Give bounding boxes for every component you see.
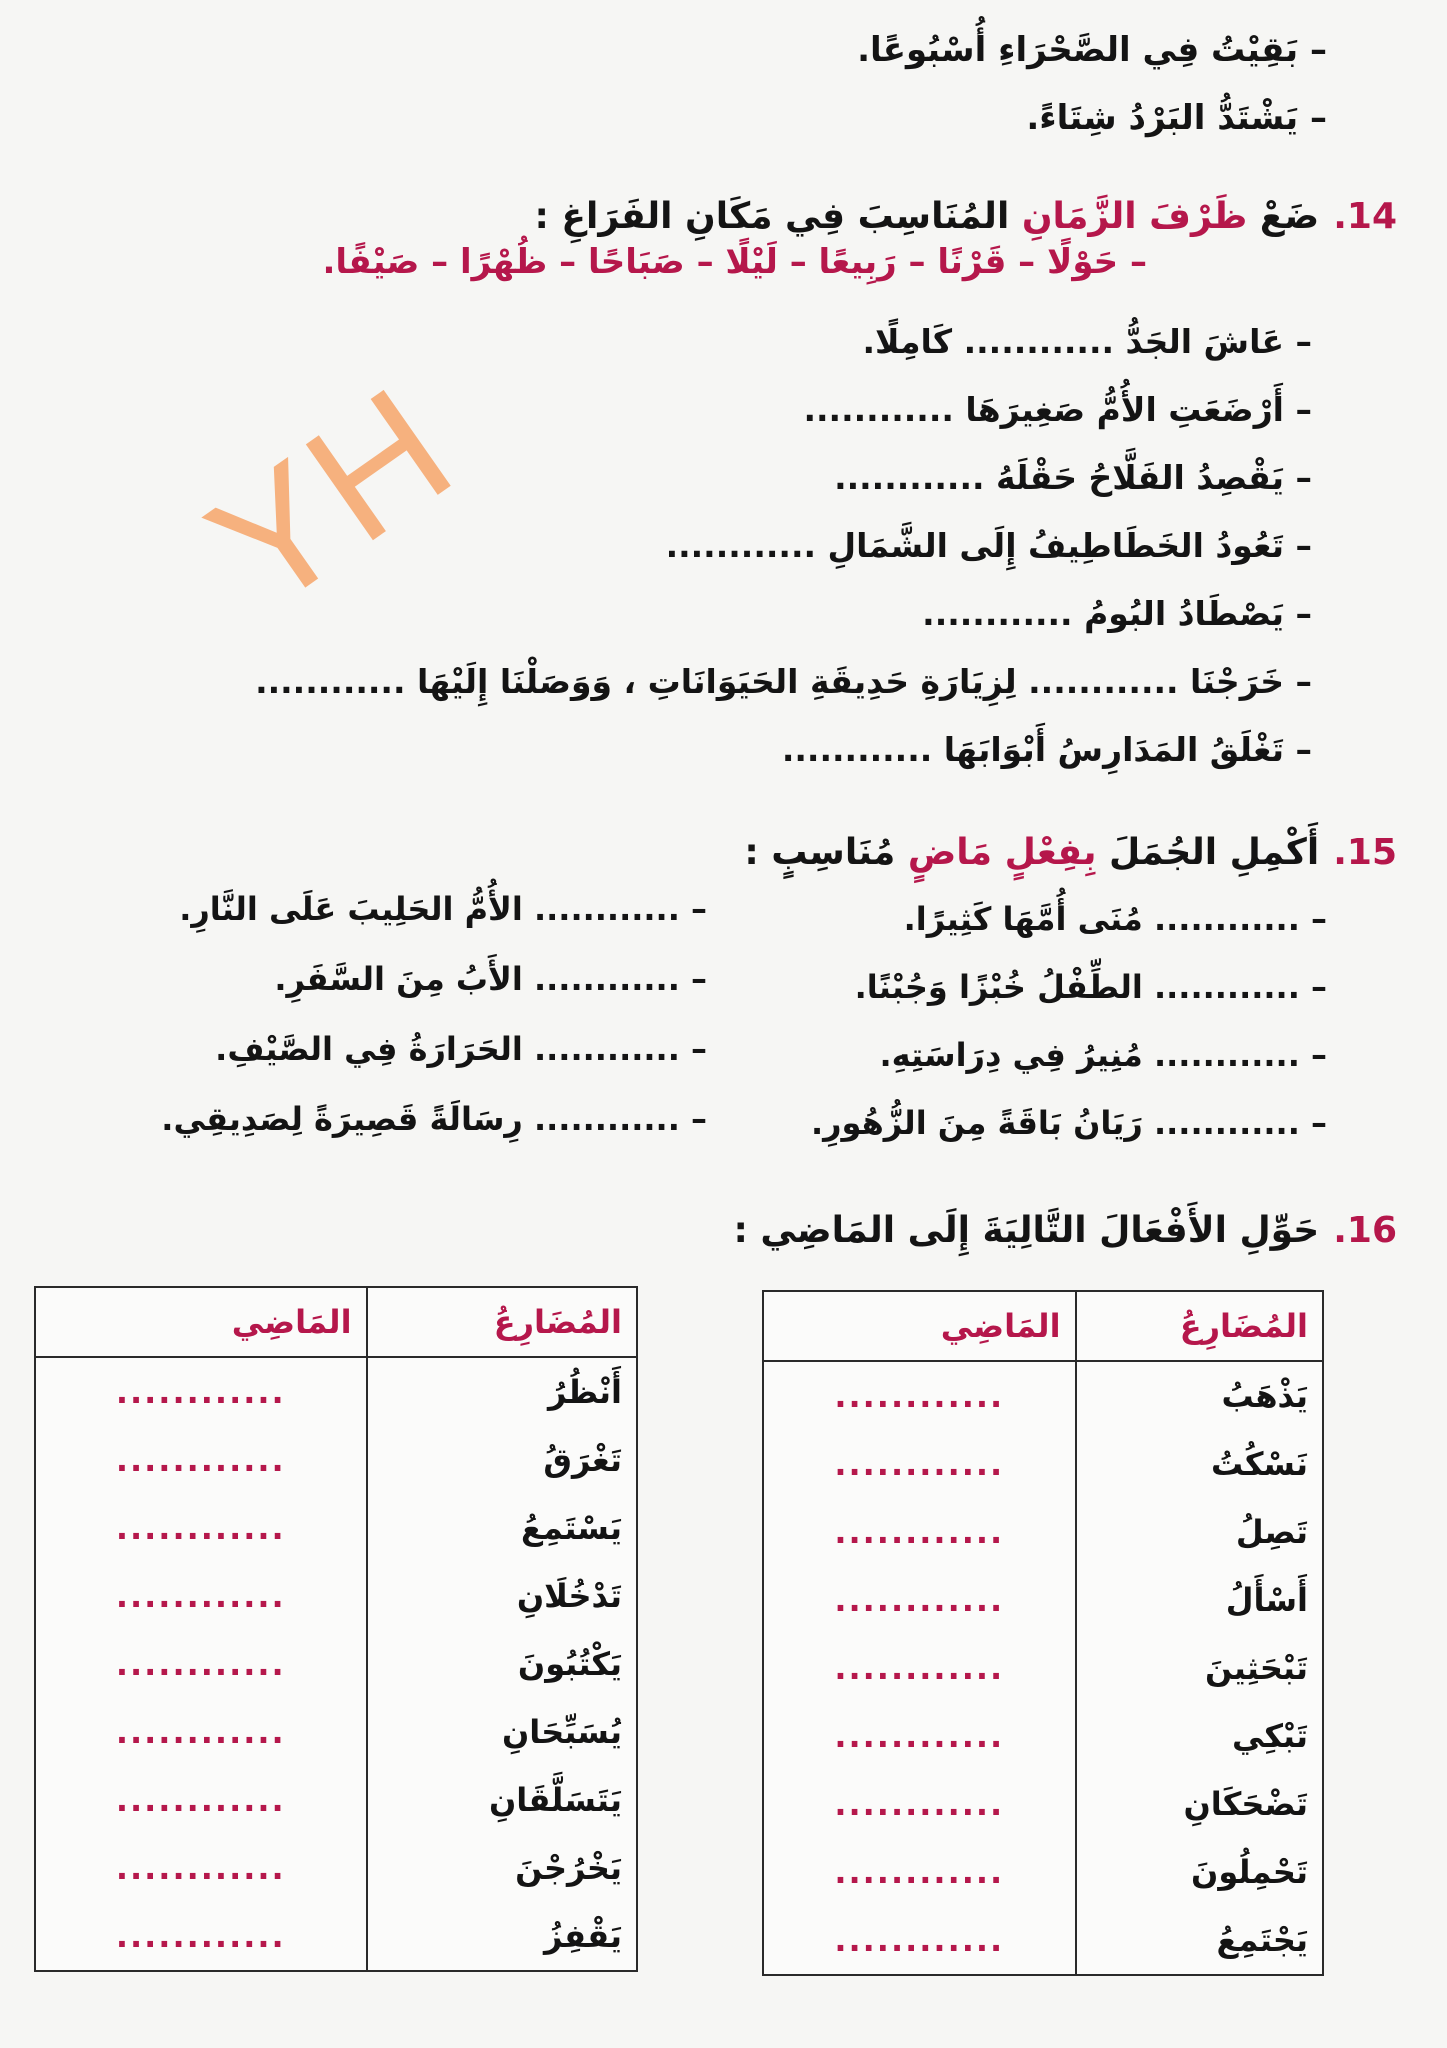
fill-line-3: – يَقْصِدُ الفَلَّاحُ حَقْلَهُ ............ [834,458,1312,497]
table-row: يَكْتُبُونَ ............ [35,1630,637,1698]
question-text-b: مُنَاسِبٍ : [744,832,908,873]
table-row: نَسْكُتُ ............ [763,1430,1323,1498]
table-row: تَبْكِي ............ [763,1702,1323,1770]
question-number: 16. [1333,1210,1397,1251]
question-number: 14. [1333,196,1397,237]
table-row: يَقْفِزُ ............ [35,1902,637,1971]
question-text-a: ضَعْ [1247,196,1320,237]
table-row: تَدْخُلَانِ ............ [35,1562,637,1630]
fill-line-2: – أَرْضَعَتِ الأُمُّ صَغِيرَهَا ............ [803,390,1312,429]
word-bank: – حَوْلًا – قَرْنًا – رَبِيعًا – لَيْلًا – صَبَاحًا – ظُهْرًا – صَيْفًا. [322,242,1147,282]
header-present: المُضَارِعُ [367,1287,637,1357]
complete-sentence-r4: – ............ رَيَانُ بَاقَةً مِنَ الزُّهُورِ. [810,1104,1327,1142]
table-row: يَخْرُجْنَ ............ [35,1834,637,1902]
question-14-heading [534,196,1397,237]
question-text: حَوِّلِ الأَفْعَالَ التَّالِيَةَ إِلَى المَاضِي : [733,1210,1320,1251]
table-row: تَضْحَكَانِ ............ [763,1770,1323,1838]
header-past: المَاضِي [35,1287,367,1357]
watermark: YH [177,350,487,646]
question-text-a: أَكْمِلِ الجُمَلَ [1096,832,1320,873]
question-15-heading [744,832,1397,873]
fill-line-4: – تَعُودُ الخَطَاطِيفُ إِلَى الشَّمَالِ ............ [665,526,1312,565]
fill-line-7: – تَغْلَقُ المَدَارِسُ أَبْوَابَهَا ............ [781,730,1312,769]
table-row: أَنْظُرُ ............ [35,1357,637,1426]
table-row: يُسَبِّحَانِ ............ [35,1698,637,1766]
complete-sentence-r3: – ............ مُنِيرُ فِي دِرَاسَتِهِ. [879,1036,1327,1074]
fill-line-5: – يَصْطَادُ البُومُ ............ [922,594,1312,633]
table-row: يَجْتَمِعُ ............ [763,1906,1323,1975]
complete-sentence-r2: – ............ الطِّفْلُ خُبْزًا وَجُبْنًا. [854,968,1327,1006]
question-highlight: ظَرْفَ الزَّمَانِ [1021,196,1248,237]
complete-sentence-l4: – ............ رِسَالَةً قَصِيرَةً لِصَدِيقِي. [161,1100,707,1138]
header-present: المُضَارِعُ [1076,1291,1323,1361]
question-16-heading [733,1210,1397,1251]
table-row: تَحْمِلُونَ ............ [763,1838,1323,1906]
question-highlight: بِفِعْلٍ مَاضٍ [907,832,1097,873]
sentence-cold: – يَشْتَدُّ البَرْدُ شِتَاءً. [1026,98,1327,138]
complete-sentence-l3: – ............ الحَرَارَةُ فِي الصَّيْفِ. [215,1030,707,1068]
table-row: أَسْأَلُ ............ [763,1566,1323,1634]
question-number: 15. [1333,832,1397,873]
conjugation-table-left [34,1286,638,1972]
table-row: تَغْرَقُ ............ [35,1426,637,1494]
table-row: يَتَسَلَّقَانِ ............ [35,1766,637,1834]
question-text-b: المُنَاسِبَ فِي مَكَانِ الفَرَاغِ : [534,196,1022,237]
complete-sentence-l1: – ............ الأُمُّ الحَلِيبَ عَلَى النَّارِ. [179,890,707,928]
fill-line-1: – عَاشَ الجَدُّ ............ كَامِلًا. [862,322,1312,361]
header-past: المَاضِي [763,1291,1076,1361]
table-row: يَذْهَبُ ............ [763,1361,1323,1430]
table-row: تَبْحَثِينَ ............ [763,1634,1323,1702]
complete-sentence-r1: – ............ مُنَى أُمَّهَا كَثِيرًا. [903,900,1327,938]
sentence-desert: – بَقِيْتُ فِي الصَّحْرَاءِ أُسْبُوعًا. [857,30,1327,70]
conjugation-table-right [762,1290,1324,1976]
table-row: يَسْتَمِعُ ............ [35,1494,637,1562]
complete-sentence-l2: – ............ الأَبُ مِنَ السَّفَرِ. [274,960,707,998]
table-row: تَصِلُ ............ [763,1498,1323,1566]
fill-line-6: – خَرَجْنَا ............ لِزِيَارَةِ حَدِيقَةِ الحَيَوَانَاتِ ، وَوَصَلْنَا إِلَيْهَا ............ [255,662,1312,701]
